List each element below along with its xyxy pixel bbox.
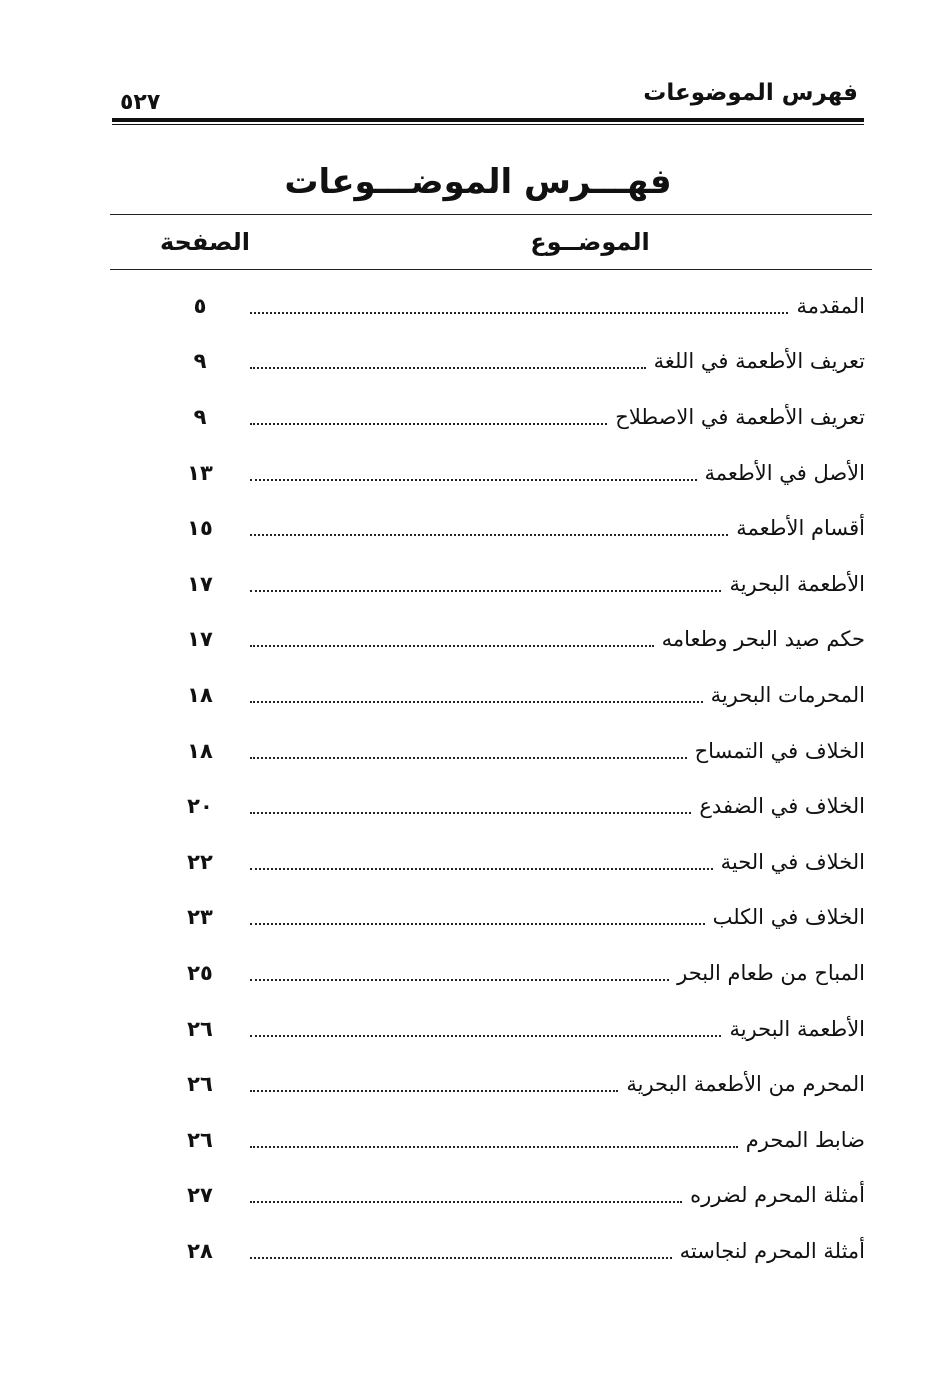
toc-entry-page: ١٧: [187, 571, 213, 596]
dot-leader: [250, 423, 607, 425]
toc-entry-page: ٢٦: [187, 1072, 213, 1097]
toc-entry-page: ٥: [193, 293, 207, 318]
header-rule-thick: [112, 118, 864, 122]
toc-entry-title: أمثلة المحرم لنجاسته: [679, 1238, 865, 1263]
toc-entry-title: الخلاف في الكلب: [712, 905, 865, 930]
toc-entry: [150, 389, 865, 445]
toc-entry-page: ١٨: [187, 738, 213, 763]
toc-entry: [150, 612, 865, 668]
dot-leader: [250, 923, 705, 925]
toc-entry-page: ٩: [193, 404, 207, 429]
toc-entry: [150, 890, 865, 946]
dot-leader: [250, 812, 691, 814]
toc-entry: [150, 945, 865, 1001]
toc-entry-page: ٢٨: [187, 1238, 213, 1263]
toc-entry-title: تعريف الأطعمة في الاصطلاح: [615, 404, 865, 429]
dot-leader: [250, 701, 703, 703]
column-header-topic: الموضــوع: [530, 228, 650, 256]
toc-entry-title: تعريف الأطعمة في اللغة: [653, 349, 865, 374]
toc-entry: [150, 723, 865, 779]
dot-leader: [250, 1257, 672, 1259]
toc-entry: [150, 1001, 865, 1057]
dot-leader: [250, 534, 728, 536]
toc-entry-title: المقدمة: [796, 293, 865, 318]
toc-entry-title: الخلاف في الضفدع: [699, 794, 865, 819]
dot-leader: [250, 1146, 738, 1148]
dot-leader: [250, 979, 669, 981]
toc-entry: [150, 778, 865, 834]
header-rule-thin: [112, 124, 864, 125]
toc-entry-title: ضابط المحرم: [745, 1127, 865, 1152]
toc-entry-title: المباح من طعام البحر: [677, 960, 865, 985]
dot-leader: [250, 1090, 618, 1092]
toc-entry-title: أمثلة المحرم لضرره: [690, 1183, 865, 1208]
toc-entry: [150, 1112, 865, 1168]
toc-entry-title: الخلاف في الحية: [720, 849, 865, 874]
toc-entry-title: المحرم من الأطعمة البحرية: [626, 1072, 865, 1097]
toc-entry-title: حكم صيد البحر وطعامه: [661, 627, 865, 652]
toc-entry-page: ٢٧: [187, 1183, 213, 1208]
toc-entry-page: ٢٥: [187, 960, 213, 985]
toc-entry-title: الأطعمة البحرية: [729, 1016, 865, 1041]
dot-leader: [250, 367, 646, 369]
toc-entry: [150, 667, 865, 723]
dot-leader: [250, 590, 721, 592]
dot-leader: [250, 1201, 682, 1203]
toc-entry-title: الأصل في الأطعمة: [704, 460, 865, 485]
dot-leader: [250, 1035, 721, 1037]
toc-entry: [150, 500, 865, 556]
toc-entry: [150, 556, 865, 612]
toc-entry-page: ٢٦: [187, 1016, 213, 1041]
toc-entry-page: ١٣: [187, 460, 213, 485]
index-title: فهـــرس الموضـــوعات: [284, 162, 672, 202]
toc-entry: [150, 278, 865, 334]
toc-entry-page: ٢٢: [187, 849, 213, 874]
toc-entry-page: ١٥: [187, 516, 213, 541]
toc-entry-title: الخلاف في التمساح: [694, 738, 865, 763]
page-number: ٥٢٧: [120, 90, 161, 115]
running-title: فهرس الموضوعات: [643, 80, 858, 106]
toc-entry-page: ١٧: [187, 627, 213, 652]
toc-entry: [150, 1056, 865, 1112]
dot-leader: [250, 645, 654, 647]
dot-leader: [250, 479, 697, 481]
toc-entry-title: أقسام الأطعمة: [736, 516, 865, 541]
dot-leader: [250, 312, 788, 314]
toc-entry: [150, 1223, 865, 1279]
toc-entry: [150, 1168, 865, 1224]
table-top-rule: [110, 214, 872, 215]
toc-entry-page: ٢٠: [187, 794, 213, 819]
toc-entry: [150, 834, 865, 890]
toc-list: [150, 278, 865, 1279]
toc-entry: [150, 445, 865, 501]
toc-entry-page: ٢٦: [187, 1127, 213, 1152]
table-header-rule: [110, 269, 872, 270]
toc-entry-title: الأطعمة البحرية: [729, 571, 865, 596]
toc-entry-page: ٩: [193, 349, 207, 374]
dot-leader: [250, 757, 687, 759]
running-header: [112, 80, 864, 116]
column-header-page: الصفحة: [159, 228, 250, 256]
toc-entry-title: المحرمات البحرية: [710, 682, 865, 707]
dot-leader: [250, 868, 713, 870]
toc-entry-page: ٢٣: [187, 905, 213, 930]
toc-entry-page: ١٨: [187, 682, 213, 707]
toc-entry: [150, 334, 865, 390]
